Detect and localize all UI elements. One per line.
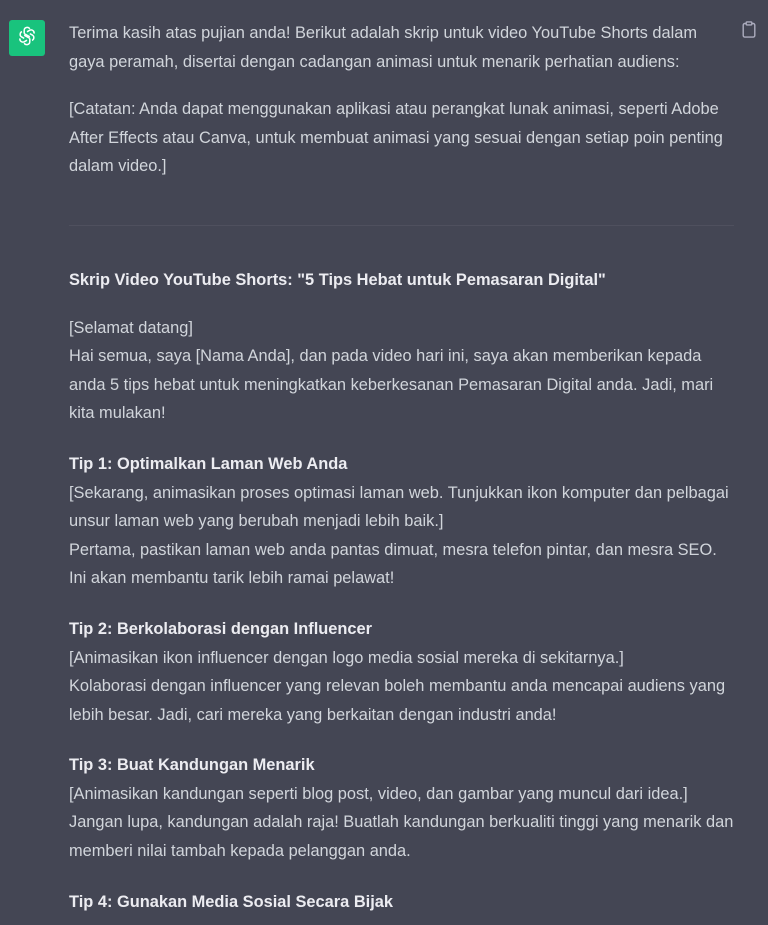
tip-3-cue: [Animasikan kandungan seperti blog post, video, dan gambar yang muncul dari idea.]	[69, 784, 688, 803]
tip-2-title: Tip 2: Berkolaborasi dengan Influencer	[69, 619, 372, 638]
welcome-text: Hai semua, saya [Nama Anda], dan pada video hari ini, saya akan memberikan kepada anda 5 tips hebat untuk meningkatkan keberkesanan Pemasaran Digital anda. Jadi, mari kita mulakan!	[69, 347, 714, 423]
welcome-cue: [Selamat datang]	[69, 318, 193, 337]
tip-1-text: Pertama, pastikan laman web anda pantas dimuat, mesra telefon pintar, dan mesra SEO. Ini akan membantu tarik lebih ramai pelawat!	[69, 540, 717, 588]
clipboard-icon	[742, 21, 756, 43]
tip-3-text: Jangan lupa, kandungan adalah raja! Buatlah kandungan berkualiti tinggi yang menarik dan memberi nilai tambah kepada pelanggan anda.	[69, 813, 734, 861]
copy-button[interactable]	[740, 22, 758, 42]
assistant-avatar	[9, 20, 45, 56]
tip-2-text: Kolaborasi dengan influencer yang relevan boleh membantu anda mencapai audiens yang lebih besar. Jadi, cari mereka yang berkaitan dengan industri anda!	[69, 677, 726, 724]
assistant-message	[69, 19, 734, 916]
tip-1-cue: [Sekarang, animasikan proses optimasi laman web. Tunjukkan ikon komputer dan pelbagai unsur laman web yang berubah menjadi lebih baik.]	[69, 483, 729, 531]
note-paragraph: [Catatan: Anda dapat menggunakan aplikasi atau perangkat lunak animasi, seperti Adobe After Effects atau Canva, untuk membuat animasi yang sesuai dengan setiap poin penting dalam video.]	[69, 100, 723, 176]
tip-4-title: Tip 4: Gunakan Media Sosial Secara Bijak	[69, 892, 393, 911]
tip-2-cue: [Animasikan ikon influencer dengan logo media sosial mereka di sekitarnya.]	[69, 648, 624, 667]
intro-paragraph: Terima kasih atas pujian anda! Berikut adalah skrip untuk video YouTube Shorts dalam gaya peramah, disertai dengan cadangan animasi untuk menarik perhatian audiens:	[69, 24, 698, 71]
divider	[69, 225, 734, 226]
openai-logo-icon	[15, 24, 39, 53]
script-title: Skrip Video YouTube Shorts: "5 Tips Hebat untuk Pemasaran Digital"	[69, 270, 606, 289]
tip-1-title: Tip 1: Optimalkan Laman Web Anda	[69, 454, 348, 473]
tip-3-title: Tip 3: Buat Kandungan Menarik	[69, 756, 315, 775]
